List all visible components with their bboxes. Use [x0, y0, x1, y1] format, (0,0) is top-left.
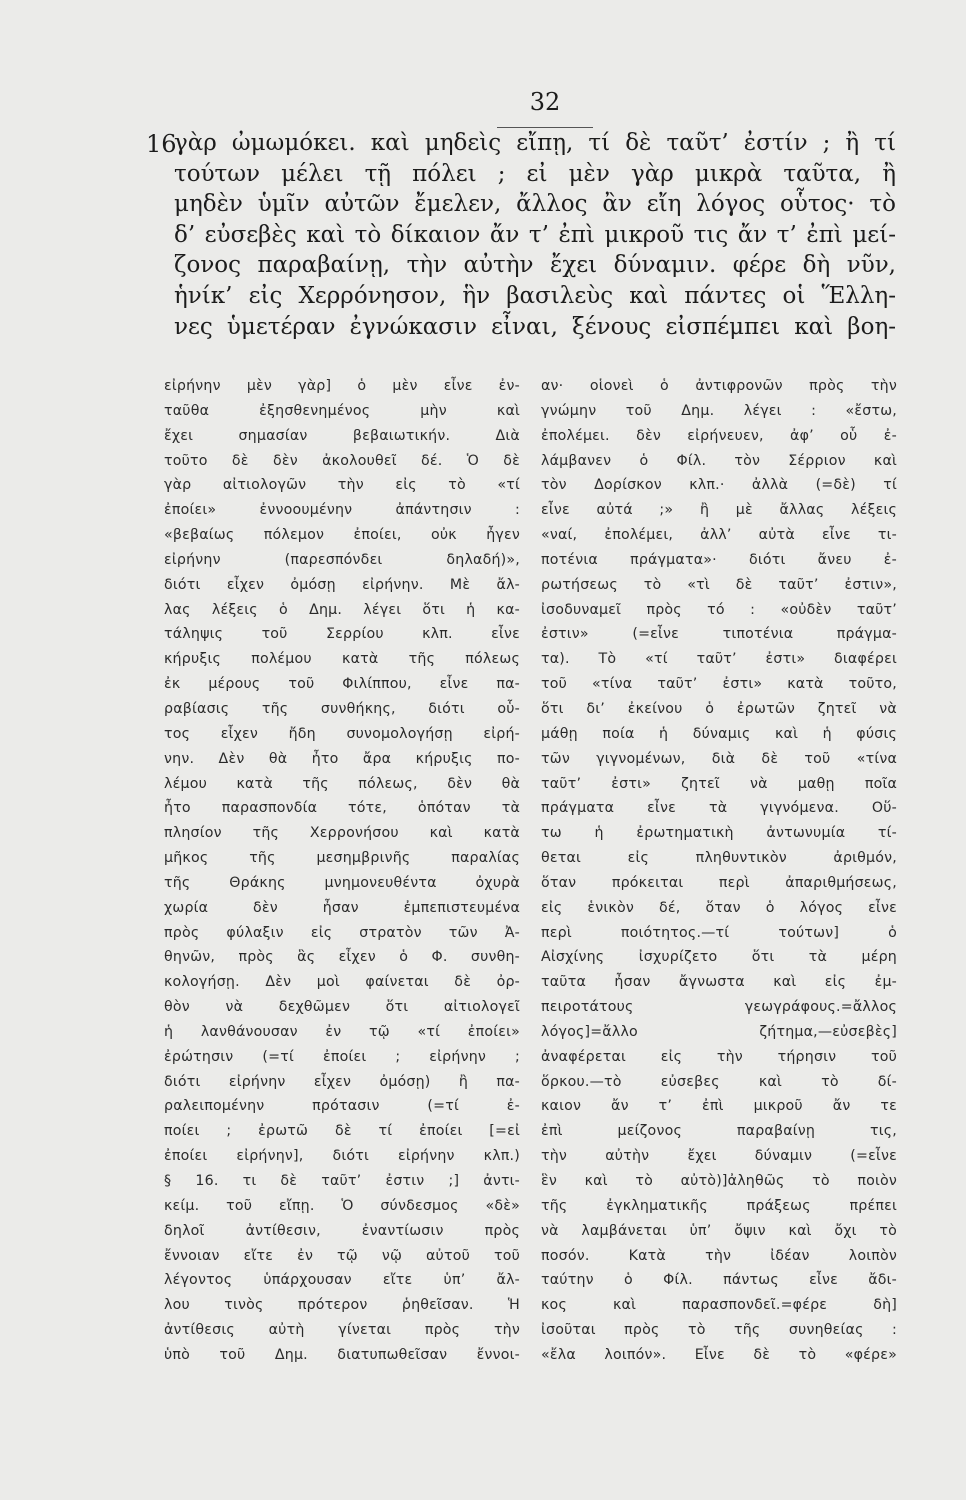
commentary-line: τοῦτο δὲ δὲν ἀκολουθεῖ δέ. Ὁ δὲ	[164, 452, 520, 469]
commentary-line: «ναί, ἐπολέμει, ἀλλ’ αὐτὰ εἶνε τι-	[541, 527, 897, 544]
commentary-right-column	[541, 374, 897, 1368]
commentary-line: «ἔλα λοιπόν». Εἶνε δὲ τὸ «φέρε»	[541, 1346, 897, 1363]
main-text-line: δ’ εὐσεβὲς καὶ τὸ δίκαιον ἄν τ’ ἐπὶ μικροῦ τις ἄν τ’ ἐπὶ μεί-	[174, 221, 896, 248]
main-text-line: ἡνίκ’ εἰς Χερρόνησον, ἣν βασιλεὺς καὶ πάντες οἱ Ἕλλη-	[174, 282, 896, 309]
commentary-line: ποτένια πράγματα»· διότι ἄνευ ἐ-	[541, 551, 897, 568]
commentary-line: λας λέξεις ὁ Δημ. λέγει ὅτι ἡ κα-	[164, 601, 520, 618]
commentary-line: ἰσοδυναμεῖ πρὸς τό : «οὐδὲν ταῦτ’	[541, 601, 897, 618]
commentary-line: τῶν γιγνομένων, διὰ δὲ τοῦ «τίνα	[541, 750, 897, 767]
commentary-line: ἡ λανθάνουσαν ἐν τῷ «τί ἐποίει»	[164, 1023, 520, 1040]
commentary-line: θὸν νὰ δεχθῶμεν ὅτι αἰτιολογεῖ	[164, 999, 520, 1016]
commentary-line: ποσόν. Κατὰ τὴν ἰδέαν λοιπὸν	[541, 1247, 897, 1264]
commentary-line: ἀντίθεσις αὐτὴ γίνεται πρὸς τὴν	[164, 1322, 520, 1339]
commentary-line: ὅτι δι’ ἐκείνου ὁ ἐρωτῶν ζητεῖ νὰ	[541, 700, 897, 717]
commentary-line: λου τινὸς πρότερον ῥηθεῖσαν. Ἡ	[164, 1297, 520, 1314]
commentary-line: θηνῶν, πρὸς ἃς εἶχεν ὁ Φ. συνθη-	[164, 949, 520, 966]
commentary-left-column	[164, 374, 520, 1368]
commentary-line: τοῦ «τίνα ταῦτ’ ἐστι» κατὰ τοῦτο,	[541, 676, 897, 693]
main-text-line: γὰρ ὠμωμόκει. καὶ μηδεὶς εἴπῃ, τί δὲ ταῦτ’ ἐστίν ; ἢ τί	[174, 130, 896, 156]
commentary-line: μάθῃ ποία ἡ δύναμις καὶ ἡ φύσις	[541, 725, 897, 742]
commentary-line: κολογήσῃ. Δὲν μοὶ φαίνεται δὲ ὀρ-	[164, 974, 520, 991]
section-number: 16	[146, 130, 177, 158]
commentary-line: ταῦτ’ ἐστι» ζητεῖ νὰ μαθῃ ποῖα	[541, 775, 897, 792]
commentary-line: ὑπὸ τοῦ Δημ. διατυπωθεῖσαν ἔννοι-	[164, 1346, 520, 1363]
commentary-line: ἐκ μέρους τοῦ Φιλίππου, εἶνε πα-	[164, 676, 520, 693]
commentary-line: λέμου κατὰ τῆς πόλεως, δὲν θὰ	[164, 775, 520, 792]
commentary-line: γὰρ αἰτιολογῶν τὴν εἰς τὸ «τί	[164, 477, 520, 494]
commentary-line: ἰσοῦται πρὸς τὸ τῆς συνηθείας :	[541, 1322, 897, 1339]
commentary-line: γνώμην τοῦ Δημ. λέγει : «ἔστω,	[541, 402, 897, 419]
commentary-line: ἀναφέρεται εἰς τὴν τήρησιν τοῦ	[541, 1048, 897, 1065]
commentary-line: περὶ ποιότητος.—τί τούτων] ὁ	[541, 924, 897, 941]
commentary-line: τα). Τὸ «τί ταῦτ’ ἐστι» διαφέρει	[541, 651, 897, 668]
commentary-line: ταύτην ὁ Φίλ. πάντως εἶνε ἄδι-	[541, 1272, 897, 1289]
commentary-line: ἐρώτησιν (=τί ἐποίει ; εἰρήνην ;	[164, 1048, 520, 1065]
commentary-line: εἰς ἑνικὸν δέ, ὅταν ὁ λόγος εἶνε	[541, 899, 897, 916]
commentary-line: πειροτάτους γεωγράφους.=ἄλλος	[541, 999, 897, 1016]
commentary-line: λέγοντος ὑπάρχουσαν εἴτε ὑπ’ ἄλ-	[164, 1272, 520, 1289]
commentary-line: τω ἡ ἐρωτηματικὴ ἀντωνυμία τί-	[541, 825, 897, 842]
commentary-line: λάμβανεν ὁ Φίλ. τὸν Σέρριον καὶ	[541, 452, 897, 469]
commentary-line: τάληψις τοῦ Σερρίου κλπ. εἶνε	[164, 626, 520, 643]
page-number: 32	[529, 88, 561, 116]
commentary-line: πρὸς φύλαξιν εἰς στρατὸν τῶν Ἀ-	[164, 924, 520, 941]
commentary-line: τῆς Θράκης μνημονευθέντα ὀχυρὰ	[164, 874, 520, 891]
main-text-line: ζονος παραβαίνῃ, τὴν αὐτὴν ἔχει δύναμιν. φέρε δὴ νῦν,	[174, 252, 896, 279]
commentary-line: ἐστιν» (=εἶνε τιποτένια πράγμα-	[541, 626, 897, 643]
commentary-line: τῆς ἐγκληματικῆς πράξεως πρέπει	[541, 1197, 897, 1214]
main-text	[174, 128, 896, 342]
commentary-line: ρωτήσεως τὸ «τὶ δὲ ταῦτ’ ἐστιν»,	[541, 576, 897, 593]
commentary-line: κος καὶ παρασπονδεῖ.=φέρε δὴ]	[541, 1297, 897, 1314]
commentary-line: τὴν αὐτὴν ἔχει δύναμιν (=εἶνε	[541, 1148, 897, 1165]
commentary-line: αν· οἱονεὶ ὁ ἀντιφρονῶν πρὸς τὴν	[541, 378, 897, 394]
commentary-line: εἰρήνην μὲν γὰρ] ὁ μὲν εἶνε ἐν-	[164, 378, 520, 394]
commentary-line: ραβίασις τῆς συνθήκης, διότι οὗ-	[164, 700, 520, 717]
commentary-line: θεται εἰς πληθυντικὸν ἀριθμόν,	[541, 850, 897, 867]
commentary-line: πράγματα εἶνε τὰ γιγνόμενα. Οὕ-	[541, 800, 897, 817]
main-text-line: νες ὑμετέραν ἐγνώκασιν εἶναι, ξένους εἰσπέμπει καὶ βοη-	[174, 313, 896, 340]
commentary-line: ἔχει σημασίαν βεβαιωτικήν. Διὰ	[164, 427, 520, 444]
commentary-line: νὰ λαμβάνεται ὑπ’ ὄψιν καὶ ὄχι τὸ	[541, 1222, 897, 1239]
commentary-line: κήρυξις πολέμου κατὰ τῆς πόλεως	[164, 651, 520, 668]
commentary-line: καιον ἄν τ’ ἐπὶ μικροῦ ἄν τε	[541, 1098, 897, 1115]
commentary-line: ὅρκου.—τὸ εὐσεβες καὶ τὸ δί-	[541, 1073, 897, 1090]
commentary-line: ἐποίει εἰρήνην], διότι εἰρήνην κλπ.)	[164, 1148, 520, 1165]
commentary-line: ἦτο παρασπονδία τότε, ὁπόταν τὰ	[164, 800, 520, 817]
commentary-line: λόγος]=ἄλλο ζήτημα,—εὐσεβὲς]	[541, 1023, 897, 1040]
commentary-line: Αἰσχίνης ἰσχυρίζετο ὅτι τὰ μέρη	[541, 949, 897, 966]
commentary-line: νην. Δὲν θὰ ἦτο ἄρα κήρυξις πο-	[164, 750, 520, 767]
commentary-line: τὸν Δορίσκον κλπ.· ἀλλὰ (=δὲ) τί	[541, 477, 897, 494]
commentary-line: ἐπὶ μείζονος παραβαίνῃ τις,	[541, 1123, 897, 1140]
commentary-line: ποίει ; ἐρωτῶ δὲ τί ἐποίει [=εἰ	[164, 1123, 520, 1140]
commentary-line: πλησίον τῆς Χερρονήσου καὶ κατὰ	[164, 825, 520, 842]
commentary-line: κείμ. τοῦ εἴπῃ. Ὁ σύνδεσμος «δὲ»	[164, 1197, 520, 1214]
commentary-line: μῆκος τῆς μεσημβρινῆς παραλίας	[164, 850, 520, 867]
commentary-line: εἰρήνην (παρεσπόνδει δηλαδή)»,	[164, 551, 520, 568]
commentary-line: § 16. τι δὲ ταῦτ’ ἐστιν ;] ἀντι-	[164, 1173, 520, 1189]
commentary-line: διότι εἰρήνην εἶχεν ὀμόσῃ) ἢ πα-	[164, 1073, 520, 1090]
main-text-line: τούτων μέλει τῇ πόλει ; εἰ μὲν γὰρ μικρὰ ταῦτα, ἢ	[174, 160, 896, 187]
commentary-line: χωρία δὲν ἦσαν ἐμπεπιστευμένα	[164, 899, 520, 916]
commentary-line: ἐποίει» ἐννοουμένην ἀπάντησιν :	[164, 502, 520, 519]
commentary-line: ἔννοιαν εἴτε ἐν τῷ νῷ αὐτοῦ τοῦ	[164, 1247, 520, 1264]
commentary-line: διότι εἶχεν ὀμόσῃ εἰρήνην. Μὲ ἄλ-	[164, 576, 520, 593]
commentary-line: ἓν καὶ τὸ αὐτὸ)]ἀληθῶς τὸ ποιὸν	[541, 1173, 897, 1189]
commentary-line: «βεβαίως πόλεμον ἐποίει, οὐκ ἦγεν	[164, 527, 520, 544]
commentary-line: ὅταν πρόκειται περὶ ἀπαριθμήσεως,	[541, 874, 897, 891]
commentary-line: εἶνε αὐτά ;» ἢ μὲ ἄλλας λέξεις	[541, 502, 897, 519]
commentary-line: ταῦθα ἐξησθενημένος μὴν καὶ	[164, 402, 520, 419]
commentary-line: ραλειπομένην πρότασιν (=τί ἐ-	[164, 1098, 520, 1115]
commentary-line: δηλοῖ ἀντίθεσιν, ἐναντίωσιν πρὸς	[164, 1222, 520, 1239]
main-text-line: μηδὲν ὑμῖν αὐτῶν ἔμελεν, ἄλλος ἂν εἴη λόγος οὗτος· τὸ	[174, 191, 896, 218]
commentary-line: τος εἶχεν ἤδη συνομολογήσῃ εἰρή-	[164, 725, 520, 742]
commentary-line: ταῦτα ἦσαν ἄγνωστα καὶ εἰς ἐμ-	[541, 974, 897, 991]
commentary-line: ἐπολέμει. δὲν εἰρήνευεν, ἀφ’ οὗ ἐ-	[541, 427, 897, 444]
